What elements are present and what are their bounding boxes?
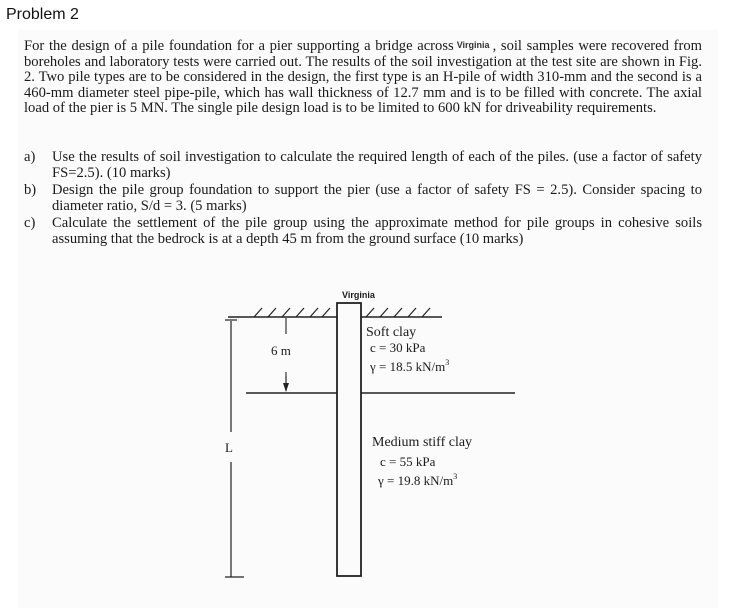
intro-line-1: For the design of a pile foundation for a pier supporting a bridge across [24, 38, 454, 54]
question-text: Calculate the settlement of the pile group using the approximate method for pile groups in cohesive soils assuming that the bedrock is at a depth 45 m from the ground surface (10 marks) [52, 215, 702, 247]
length-label: L [225, 440, 233, 455]
intro-comma: , [492, 38, 497, 54]
question-text: Design the pile group foundation to support the pier (use a factor of safety FS = 2.5). Consider spacing to diameter ratio, S/d = 3. (5 marks) [52, 182, 702, 214]
question-label: c) [24, 215, 36, 232]
layer1-unit-weight: γ = 18.5 $kN/m^3$ [370, 358, 450, 374]
layer1-cohesion: c = 30 kPa [370, 340, 426, 355]
layer1-name: Soft clay [366, 325, 417, 340]
depth-label: 6 m [271, 343, 291, 358]
question-label: b) [24, 182, 37, 199]
figure-location-label: Virginia [342, 290, 375, 300]
pile [337, 303, 361, 576]
question-text: Use the results of soil investigation to calculate the required length of each of the piles. (use a factor of safety FS=2.5). (10 marks) [52, 149, 702, 181]
layer2-unit-weight: γ = 19.8 $kN/m^3$ [378, 472, 458, 488]
location-stamp: Virginia [456, 40, 490, 50]
layer1-unit-weight-exp: 3 [445, 358, 450, 367]
problem-heading: Problem 2 [6, 6, 79, 23]
layer2-cohesion: c = 55 kPa [380, 454, 436, 469]
question-label: a) [24, 149, 36, 165]
layer2-unit-weight-exp: 3 [453, 472, 458, 481]
layer2-name: Medium stiff clay [372, 435, 473, 450]
intro-line-2: soil samples were recovered from boreholes and laboratory tests were carried out. The results of the soil investigation at the test site are shown in Fig. 2. Two pile types are to be considered in the design, the first type is an H-pile of width 310-mm and the second is a 460-mm diameter steel pipe-pile, which has wall thickness of 12.7 mm and is to be filled with concrete. The axial load of the pier is 5 MN. The single pile design load is to be limited to 600 kN for driveability requirements. [24, 38, 702, 117]
